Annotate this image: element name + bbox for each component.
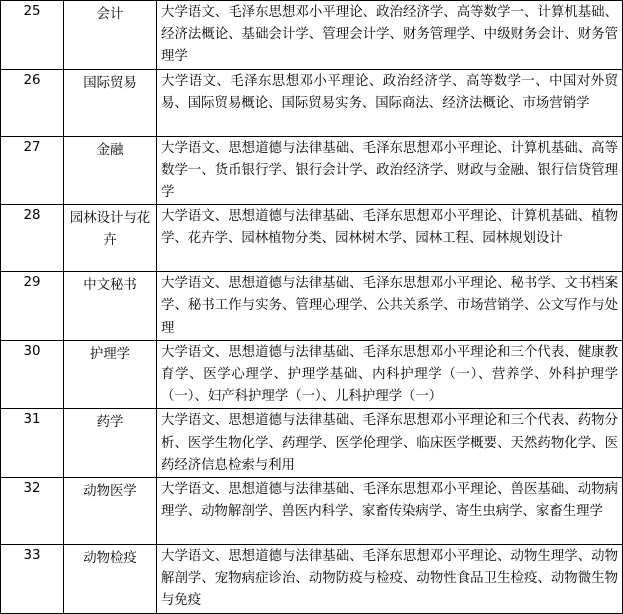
course-list: 大学语文、思想道德与法律基础、毛泽东思想邓小平理论、兽医基础、动物病理学、动物解剖学、兽医内科学、家畜传染病学、寄生虫病学、家畜生理学 [157,478,623,545]
course-list: 大学语文、思想道德与法律基础、毛泽东思想邓小平理论、秘书学、文书档案学、秘书工作与实务、管理心理学、公共关系学、市场营销学、公文写作与处理 [157,272,623,341]
course-list: 大学语文、思想道德与法律基础、毛泽东思想邓小平理论、计算机基础、高等数学一、货币银行学、银行会计学、政治经济学、财政与金融、银行信贷管理学 [157,136,623,205]
course-list: 大学语文、毛泽东思想邓小平理论、政治经济学、高等数学一、计算机基础、经济法概论、基础会计学、管理会计学、财务管理学、中级财务会计、财务管理学 [157,1,623,70]
course-list: 大学语文、思想道德与法律基础、毛泽东思想邓小平理论、动物生理学、动物解剖学、宠物病症诊治、动物防疫与检疫、动物性食品卫生检疫、动物微生物与免疫 [157,545,623,614]
course-list: 大学语文、毛泽东思想邓小平理论、政治经济学、高等数学一、中国对外贸易、国际贸易概论、国际贸易实务、国际商法、经济法概论、市场营销学 [157,69,623,136]
course-list: 大学语文、思想道德与法律基础、毛泽东思想邓小平理论和三个代表、药物分析、医学生物化学、药理学、医学伦理学、临床医学概要、天然药物化学、医药经济信息检索与利用 [157,409,623,478]
course-list: 大学语文、思想道德与法律基础、毛泽东思想邓小平理论和三个代表、健康教育学、医学心理学、护理学基础、内科护理学（一）、营养学、外科护理学（一）、妇产科护理学（一）、儿科护理学（一） [157,340,623,409]
major-name: 会计 [64,1,157,70]
table-row [1,478,623,545]
major-name: 园林设计与花卉 [64,205,157,272]
row-number: 31 [1,409,64,478]
table-row [1,205,623,272]
table-row [1,1,623,70]
course-list: 大学语文、思想道德与法律基础、毛泽东思想邓小平理论、计算机基础、植物学、花卉学、园林植物分类、园林树木学、园林工程、园林规划设计 [157,205,623,272]
major-name: 护理学 [64,340,157,409]
row-number: 30 [1,340,64,409]
row-number: 26 [1,69,64,136]
table-row [1,136,623,205]
major-name: 药学 [64,409,157,478]
row-number: 29 [1,272,64,341]
row-number: 32 [1,478,64,545]
major-name: 中文秘书 [64,272,157,341]
major-name: 国际贸易 [64,69,157,136]
major-name: 动物医学 [64,478,157,545]
table-row [1,69,623,136]
row-number: 25 [1,1,64,70]
major-name: 动物检疫 [64,545,157,614]
row-number: 27 [1,136,64,205]
row-number: 28 [1,205,64,272]
major-name: 金融 [64,136,157,205]
table-row [1,340,623,409]
table-row [1,409,623,478]
table-row [1,272,623,341]
row-number: 33 [1,545,64,614]
